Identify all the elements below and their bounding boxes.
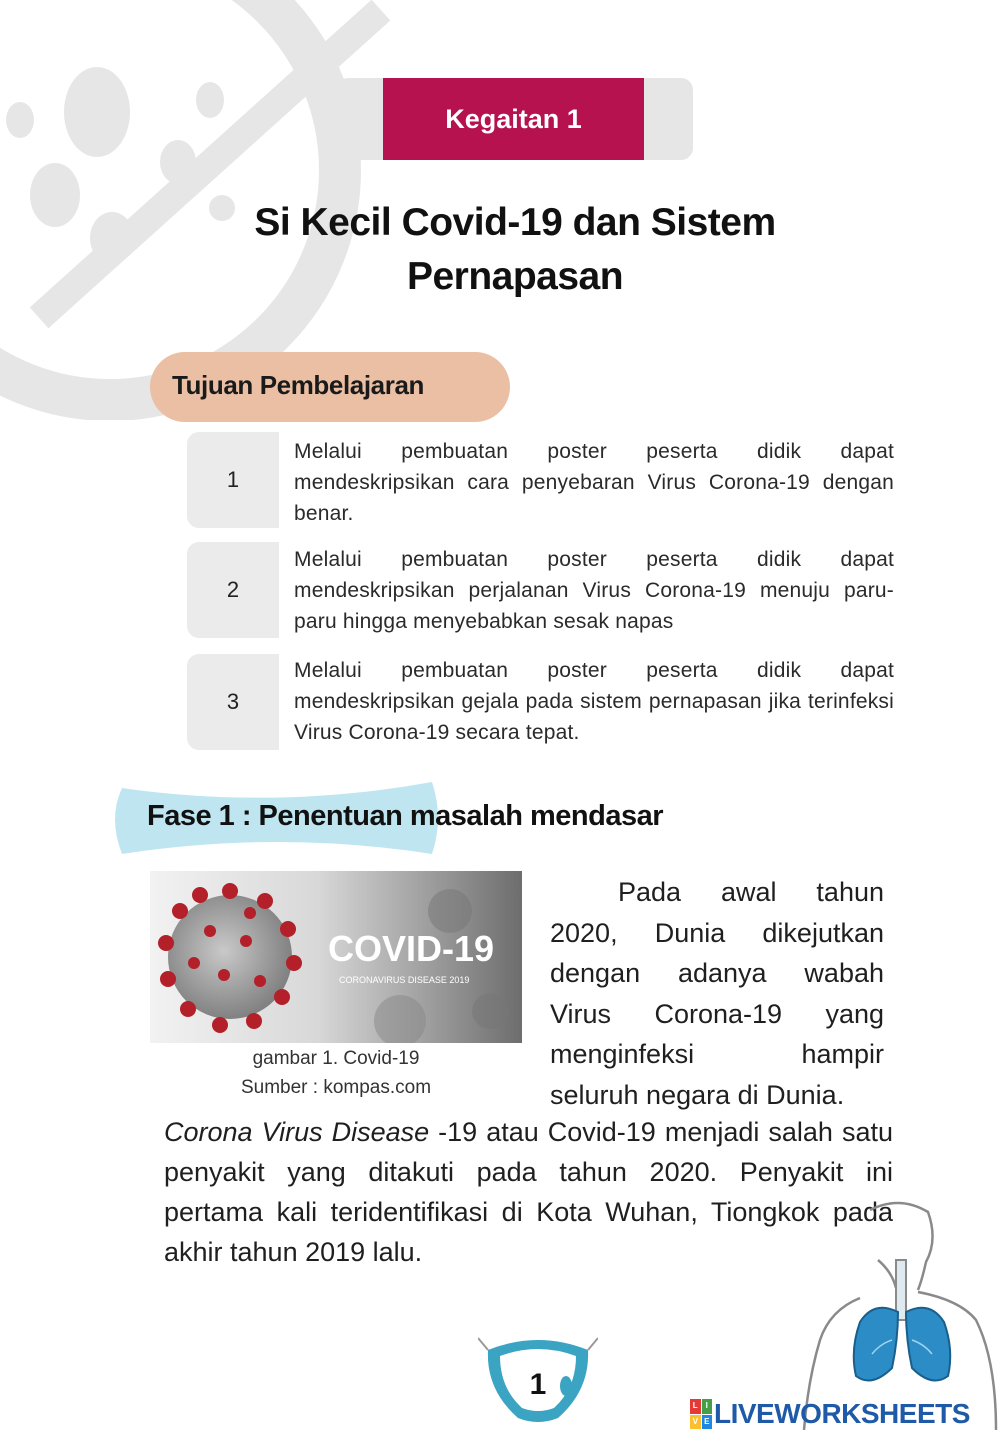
page-title [240,196,790,304]
watermark-text: LIVEWORKSHEETS [714,1398,970,1429]
image-source: Sumber : kompas.com [240,1077,432,1098]
lungs-illustration-icon [800,1200,1000,1430]
body-paragraph-rest: -19 atau Covid-19 menjadi salah satu penyakit yang ditakuti pada tahun 2020. Penyakit ini pertama kali teridentifikasi di Kota Wuhan, Tiongkok pada akhir tahun 2019 lalu. [164,1117,893,1267]
activity-tag: Kegaitan 1 [383,78,644,160]
learning-goals-heading: Tujuan Pembelajaran [172,370,424,400]
intro-paragraph [550,872,884,1115]
page-title-line-1: Si Kecil Covid-19 dan Sistem [254,201,776,244]
covid-image [150,871,522,1043]
goal-text: Melalui pembuatan poster peserta didik dapat mendeskripsikan cara penyebaran Virus Corona-19 dengan benar. [294,440,894,525]
goal-text: Melalui pembuatan poster peserta didik dapat mendeskripsikan perjalanan Virus Corona-19 menuju paru-paru hingga menyebabkan sesak napas [294,548,894,633]
page-number: 1 [529,1368,547,1401]
image-subline: CORONAVIRUS DISEASE 2019 [339,975,470,985]
liveworksheets-watermark[interactable] [690,1398,970,1430]
goal-number-box: 3 [187,654,279,750]
body-italic-term: Corona Virus Disease [164,1117,430,1147]
body-paragraph [164,1112,893,1272]
intro-paragraph-last-line: seluruh negara di Dunia. [550,1079,845,1110]
goal-number-box: 2 [187,542,279,638]
goal-text: Melalui pembuatan poster peserta didik dapat mendeskripsikan gejala pada sistem pernapasan jika terinfeksi Virus Corona-19 secara tepat. [294,659,894,744]
phase-heading: Fase 1 : Penentuan masalah mendasar [147,800,663,832]
goal-number-box: 1 [187,432,279,528]
image-caption: gambar 1. Covid-19 [252,1048,420,1069]
intro-paragraph-main: Pada awal tahun 2020, Dunia dikejutkan dengan adanya wabah Virus Corona-19 yang menginfeksi hampir [550,877,884,1069]
liveworksheets-logo-icon: L I V E [690,1399,712,1429]
page-title-line-2: Pernapasan [406,255,624,298]
image-headline: COVID-19 [328,928,495,969]
